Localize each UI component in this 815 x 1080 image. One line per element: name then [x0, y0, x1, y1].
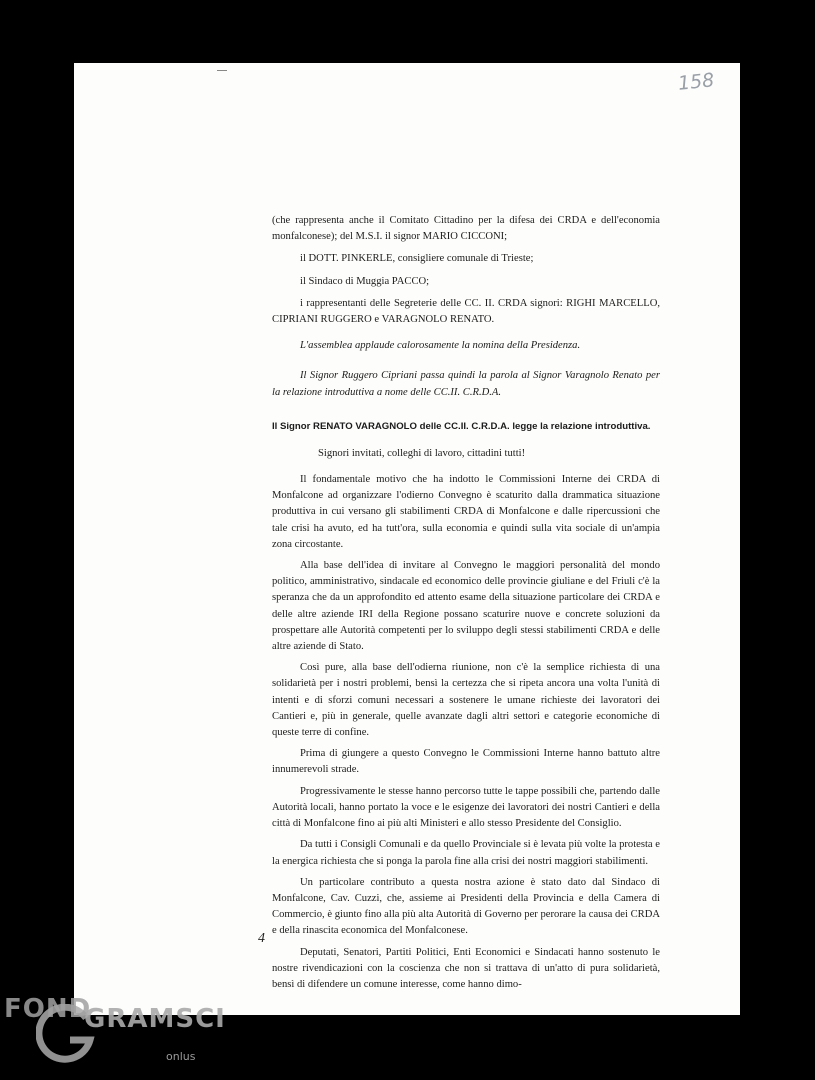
watermark-right-text: GRAMSCI — [84, 1004, 226, 1034]
italic-note: L'assemblea applaude calorosamente la nomina della Presidenza. — [300, 340, 581, 352]
pencil-dash — [217, 70, 227, 71]
document-page — [74, 63, 740, 1015]
body-paragraph: Progressivamente le stesse hanno percorso tutte le tappe possibili che, partendo dalle Autorità locali, hanno portato la voce e le esigenze dei lavoratori dei nostri Cantieri e della città di Monfalcone fino ai più alti Ministeri e allo stesso Presidente del Consiglio. — [272, 785, 660, 830]
list-item: il DOTT. PINKERLE, consigliere comunale di Trieste; — [300, 253, 534, 265]
speaker-heading: Il Signor RENATO VARAGNOLO delle CC.II. C.R.D.A. legge la relazione introduttiva. — [272, 420, 651, 432]
body-paragraph: Prima di giungere a questo Convegno le Commissioni Interne hanno battuto altre innumerevoli strade. — [272, 748, 660, 776]
list-item: i rappresentanti delle Segreterie delle CC. II. CRDA signori: RIGHI MARCELLO, CIPRIANI RUGGERO e VARAGNOLO RENATO. — [272, 297, 660, 326]
body-paragraph: Un particolare contributo a questa nostra azione è stato dato dal Sindaco di Monfalcone, Cav. Cuzzi, che, assieme ai Presidenti della Provincia e della Camera di Commercio, è giunto fino alla più alta Autorità di Governo per perorare la causa dei CRDA e della rinascita economica del Monfalconese. — [272, 876, 660, 937]
page-number: 4 — [258, 931, 265, 946]
list-item: il Sindaco di Muggia PACCO; — [300, 275, 430, 287]
body-paragraph: Alla base dell'idea di invitare al Convegno le maggiori personalità del mondo politico, amministrativo, sindacale ed economico delle provincie giuliane e del Friuli c'è la speranza che da un approfondito ed attento esame della situazione particolare dei CRDA e delle altre aziende IRI della Regione possano scaturire nuove e concrete soluzioni da prospettare alle Autorità competenti per lo sviluppo degli stessi stabilimenti CRDA e delle altre aziende di Stato. — [272, 560, 660, 653]
body-paragraph: Il fondamentale motivo che ha indotto le Commissioni Interne dei CRDA di Monfalcone ad organizzare l'odierno Convegno è scaturito dalla drammatica situazione produttiva in cui versano gli stabilimenti CRDA di Monfalcone e dalle ripercussioni che tale crisi ha avuto, ed ha tutt'ora, sulla economia e quindi sulla vita sociale di un'ampia zona circostante. — [272, 474, 660, 550]
intro-paragraph: (che rappresenta anche il Comitato Cittadino per la difesa dei CRDA e dell'economia monfalconese); del M.S.I. il signor MARIO CICCONI; — [272, 215, 660, 243]
watermark-left-text: FOND — [4, 994, 92, 1024]
italic-note: Il Signor Ruggero Cipriani passa quindi la parola al Signor Varagnolo Renato per la relazione introduttiva a nome delle CC.II. C.R.D.A. — [272, 370, 660, 398]
salutation: Signori invitati, colleghi di lavoro, cittadini tutti! — [318, 447, 526, 459]
body-paragraph: Deputati, Senatori, Partiti Politici, Enti Economici e Sindacati hanno sostenuto le nostre rivendicazioni con la coscienza che non si trattava di un'atto di pura solidarietà, bensì di difendere un comune interesse, come hanno dimo- — [272, 946, 660, 990]
document-body — [272, 213, 660, 993]
watermark-sub-text: onlus — [166, 1050, 196, 1063]
archive-page-number: 158 — [676, 69, 716, 95]
body-paragraph: Da tutti i Consigli Comunali e da quello Provinciale si è levata più volte la protesta e la energica richiesta che si ponga la parola fine alla crisi dei nostri maggiori stabilimenti. — [272, 839, 660, 867]
body-paragraph: Così pure, alla base dell'odierna riunione, non c'è la semplice richiesta di una solidarietà per i nostri problemi, bensì la certezza che si ripeta ancora una volta l'unità di intenti e di sforzi comuni necessari a sostenere le umane richieste dei lavoratori dei Cantieri e, più in generale, quelle avanzate dagli altri settori e categorie economiche di queste terre di confine. — [272, 662, 660, 739]
